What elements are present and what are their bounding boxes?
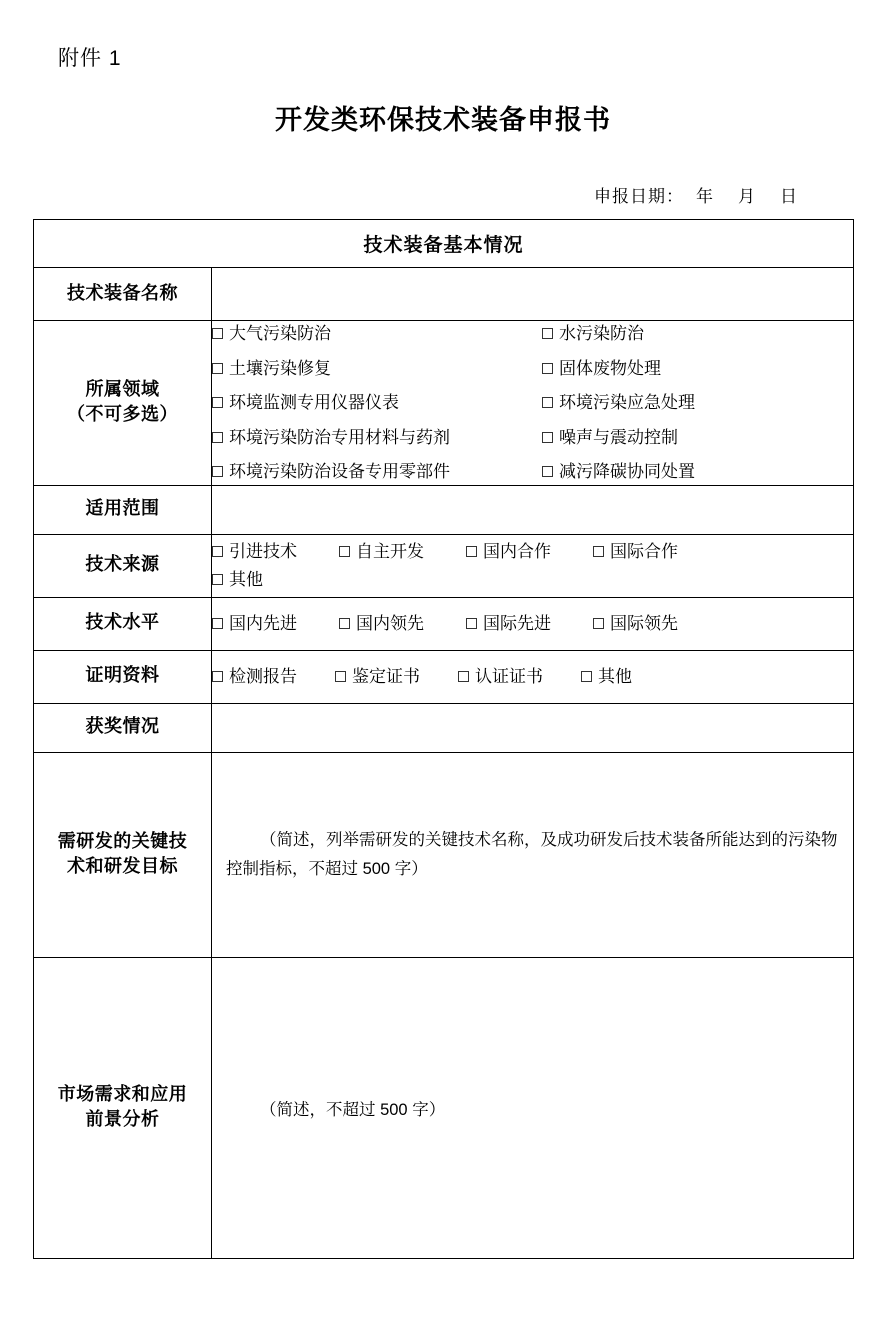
table-row-proof [34, 650, 854, 703]
page-title: 开发类环保技术装备申报书 [275, 105, 611, 136]
equipment-name-label: 技术装备名称 [34, 268, 212, 321]
checkbox-proof-other[interactable] [581, 664, 632, 690]
checkbox-box-icon[interactable] [542, 466, 553, 477]
submission-date-label: 申报日期： [594, 187, 684, 206]
checkbox-source-independent[interactable] [339, 539, 424, 565]
proof-label: 证明资料 [34, 650, 212, 703]
checkbox-box-icon[interactable] [212, 574, 223, 585]
checkbox-level-international-leading[interactable] [593, 611, 678, 637]
checkbox-box-icon[interactable] [458, 671, 469, 682]
checkbox-box-icon[interactable] [593, 546, 604, 557]
checkbox-label: 土壤污染修复 [229, 358, 331, 378]
checkbox-box-icon[interactable] [542, 328, 553, 339]
checkbox-field-water[interactable] [542, 321, 853, 347]
checkbox-box-icon[interactable] [339, 546, 350, 557]
key-technology-label [34, 752, 212, 957]
checkbox-label: 引进技术 [229, 542, 297, 561]
checkbox-label: 国际领先 [610, 613, 678, 633]
checkbox-level-international-advanced[interactable] [466, 611, 551, 637]
checkbox-label: 大气污染防治 [229, 324, 331, 343]
checkbox-label: 其他 [229, 569, 263, 589]
checkbox-box-icon[interactable] [212, 397, 223, 408]
market-analysis-input[interactable] [212, 957, 854, 1258]
checkbox-label: 国内合作 [483, 542, 551, 561]
checkbox-box-icon[interactable] [212, 363, 223, 374]
table-row-market-analysis [34, 957, 854, 1258]
checkbox-field-air[interactable] [212, 321, 542, 347]
checkbox-field-noise-vibration[interactable] [542, 425, 853, 451]
proof-options-cell [212, 650, 854, 703]
checkbox-label: 环境污染防治专用材料与药剂 [229, 427, 450, 447]
checkbox-label: 噪声与震动控制 [559, 427, 678, 447]
checkbox-box-icon[interactable] [339, 618, 350, 629]
checkbox-label: 水污染防治 [559, 324, 644, 343]
checkbox-proof-test-report[interactable] [212, 664, 297, 690]
scope-input[interactable] [212, 485, 854, 534]
checkbox-field-materials-agents[interactable] [212, 425, 542, 451]
checkbox-label: 固体废物处理 [559, 358, 661, 378]
checkbox-label: 认证证书 [475, 666, 543, 686]
key-technology-hint: （简述，列举需研发的关键技术名称，及成功研发后技术装备所能达到的污染物控制指标，不超过 500 字） [226, 830, 838, 878]
date-year-slot[interactable]: 年 [696, 187, 714, 206]
table-row-equipment-name [34, 268, 854, 321]
scope-label: 适用范围 [34, 485, 212, 534]
checkbox-box-icon[interactable] [335, 671, 346, 682]
field-options-cell [212, 321, 854, 486]
checkbox-level-domestic-advanced[interactable] [212, 611, 297, 637]
date-day-slot[interactable]: 日 [780, 187, 798, 206]
field-label-line2: （不可多选） [67, 403, 178, 425]
submission-date-line [594, 182, 810, 207]
tech-level-options-cell [212, 597, 854, 650]
checkbox-source-international-cooperation[interactable] [593, 539, 678, 565]
attachment-label: 附件 1 [58, 47, 122, 70]
checkbox-label: 国内先进 [229, 613, 297, 633]
checkbox-field-pollution-carbon-reduction[interactable] [542, 459, 853, 485]
market-analysis-hint: （简述，不超过 500 字） [260, 1100, 446, 1119]
table-row-tech-source [34, 534, 854, 597]
table-row-key-technology [34, 752, 854, 957]
checkbox-field-solid-waste[interactable] [542, 356, 853, 382]
checkbox-box-icon[interactable] [212, 671, 223, 682]
table-row-awards [34, 703, 854, 752]
checkbox-label: 其他 [598, 666, 632, 686]
checkbox-box-icon[interactable] [581, 671, 592, 682]
checkbox-label: 国际合作 [610, 542, 678, 561]
checkbox-box-icon[interactable] [542, 397, 553, 408]
checkbox-field-monitoring-instruments[interactable] [212, 390, 542, 416]
checkbox-field-special-parts[interactable] [212, 459, 542, 485]
checkbox-box-icon[interactable] [212, 432, 223, 443]
checkbox-source-introduced[interactable] [212, 539, 297, 565]
checkbox-label: 环境污染应急处理 [559, 393, 695, 412]
checkbox-label: 环境污染防治设备专用零部件 [229, 462, 450, 481]
market-analysis-label-line1: 市场需求和应用 [57, 1084, 188, 1106]
table-row-field [34, 321, 854, 486]
tech-source-options-row1 [212, 539, 853, 565]
checkbox-box-icon[interactable] [212, 546, 223, 557]
checkbox-label: 国际先进 [483, 613, 551, 633]
checkbox-proof-appraisal-certificate[interactable] [335, 664, 420, 690]
tech-source-label: 技术来源 [34, 534, 212, 597]
checkbox-box-icon[interactable] [212, 466, 223, 477]
awards-input[interactable] [212, 703, 854, 752]
checkbox-box-icon[interactable] [466, 618, 477, 629]
checkbox-label: 国内领先 [356, 613, 424, 633]
tech-level-options-row [212, 611, 853, 637]
table-row-section-header [34, 220, 854, 268]
checkbox-field-emergency-response[interactable] [542, 390, 853, 416]
checkbox-source-domestic-cooperation[interactable] [466, 539, 551, 565]
checkbox-proof-certification[interactable] [458, 664, 543, 690]
checkbox-box-icon[interactable] [212, 328, 223, 339]
checkbox-label: 减污降碳协同处置 [559, 462, 695, 481]
checkbox-label: 检测报告 [229, 666, 297, 686]
checkbox-source-other[interactable] [212, 567, 263, 593]
market-analysis-label-line2: 前景分析 [85, 1108, 160, 1130]
key-technology-label-line1: 需研发的关键技 [57, 831, 188, 853]
application-form-table [33, 219, 854, 1259]
checkbox-level-domestic-leading[interactable] [339, 611, 424, 637]
field-options-grid [212, 321, 853, 485]
checkbox-box-icon[interactable] [542, 363, 553, 374]
tech-source-options-cell [212, 534, 854, 597]
tech-source-options-row2 [212, 567, 853, 593]
awards-label: 获奖情况 [34, 703, 212, 752]
proof-options-row [212, 664, 853, 690]
field-label [34, 321, 212, 486]
table-row-tech-level [34, 597, 854, 650]
checkbox-box-icon[interactable] [542, 432, 553, 443]
checkbox-label: 自主开发 [356, 542, 424, 561]
date-month-slot[interactable]: 月 [738, 187, 756, 206]
checkbox-label: 环境监测专用仪器仪表 [229, 393, 399, 412]
key-technology-input[interactable] [212, 752, 854, 957]
checkbox-label: 鉴定证书 [352, 666, 420, 686]
checkbox-box-icon[interactable] [593, 618, 604, 629]
tech-level-label: 技术水平 [34, 597, 212, 650]
checkbox-field-soil[interactable] [212, 356, 542, 382]
table-row-scope [34, 485, 854, 534]
checkbox-box-icon[interactable] [466, 546, 477, 557]
key-technology-label-line2: 术和研发目标 [67, 855, 178, 877]
field-label-line1: 所属领域 [85, 379, 160, 401]
equipment-name-input[interactable] [212, 268, 854, 321]
market-analysis-label [34, 957, 212, 1258]
section-title: 技术装备基本情况 [34, 220, 854, 268]
checkbox-box-icon[interactable] [212, 618, 223, 629]
